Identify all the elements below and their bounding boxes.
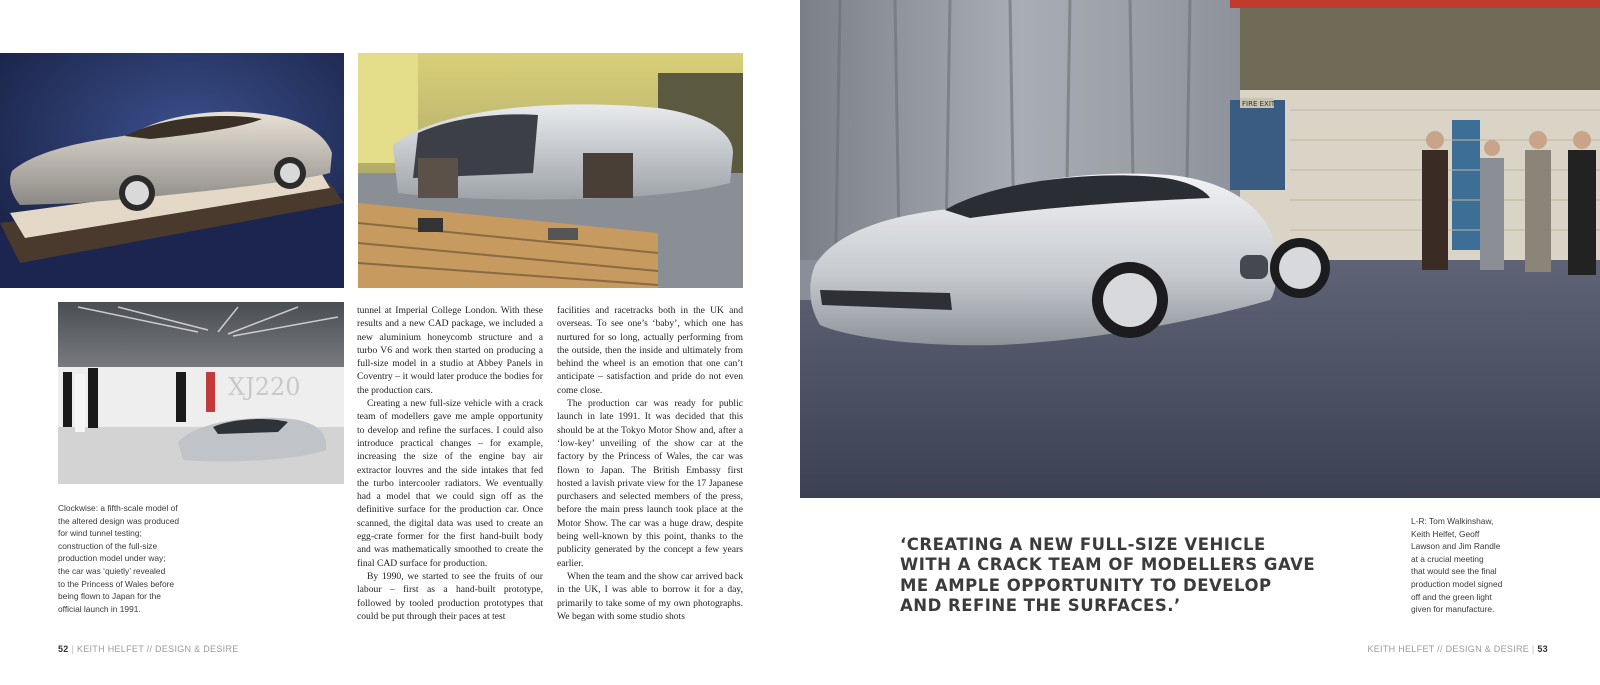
pull-quote-line: AND REFINE THE SURFACES.’ [900,596,1181,616]
caption-left-line: the altered design was produced [58,515,180,526]
caption-left-line: Clockwise: a fifth-scale model of [58,503,178,513]
photo-princess-reveal [58,302,344,484]
running-title: KEITH HELFET // DESIGN & DESIRE [76,644,239,654]
caption-left-line: production model under way; [58,553,166,564]
body-paragraph: By 1990, we started to see the fruits of our labour – first as a hand-built prototype, followed by tooled production prototypes that could be put through their paces at test [357,570,543,622]
body-paragraph: Creating a new full-size vehicle with a crack team of modellers gave me ample opportunity to develop and refine the surfaces. I could also introduce practical changes – for example, increasing the size of the engine bay air extractor louvres and the side intakes that fed the turbo intercooler radiators. We eventually had a model that we could sign off as the definitive surface for the production car. Once scanned, the digital data was used to create an egg-crate former for the first hand-built body and was mathematically smoothed to create the final CAD surface for production. [357,398,543,569]
caption-left-line: for wind tunnel testing; [58,528,142,539]
pull-quote-line: WITH A CRACK TEAM OF MODELLERS GAVE [900,555,1316,575]
caption-right-line: given for manufacture. [1411,604,1495,615]
photo-scale-model [0,53,344,288]
caption-left-line: construction of the full-size [58,540,158,551]
caption-right-line: production model signed [1411,578,1503,589]
photo-fullsize-construction [358,53,743,288]
caption-left-line: the car was ‘quietly’ revealed [58,565,166,576]
body-paragraph: facilities and racetracks both in the UK and overseas. To see one’s ‘baby’, which one has nurtured for so long, actually performing from the outside, then the inside and ultimately from behind the wheel is an emotion that one can’t anticipate – satisfaction and pride do not even come close. [557,305,743,396]
body-paragraph: tunnel at Imperial College London. With these results and a new CAD package, we included a new aluminium honeycomb structure and a turbo V6 and work then started on producing a full-size model in a studio at Abbey Panels in Coventry – it would later produce the bodies for the production cars. [357,305,543,396]
caption-right-line: that would see the final [1411,566,1497,577]
body-paragraph: When the team and the show car arrived back in the UK, I was able to borrow it for a day, primarily to take some of my own photographs. We began with some studio shots [557,570,743,622]
photo-team-with-car [800,0,1600,498]
caption-left [58,502,198,615]
page-number: 52 [58,644,69,654]
body-column-1 [357,304,543,623]
footer-right: KEITH HELFET // DESIGN & DESIRE | 53 [1367,644,1548,654]
body-paragraph: The production car was ready for public launch in late 1991. It was decided that this should be at the Tokyo Motor Show and, after a ‘low-key’ unveiling of the show car at the factory by the Princess of Wales, the car was flown to Japan. The British Embassy first hosted a lavish private view for the 17 Japanese purchasers and selected members of the press, before the main press launch took place at the Motor Show. The car was a huge draw, despite being well-known by this point, thanks to the publicity generated by the concept a few years earlier. [557,398,743,569]
caption-left-line: to the Princess of Wales before [58,578,175,589]
caption-right-line: Keith Helfet, Geoff [1411,528,1480,539]
caption-right-line: at a crucial meeting [1411,553,1484,564]
xj220-sign: XJ220 [228,373,301,401]
caption-left-line: official launch in 1991. [58,603,141,614]
caption-right-line: off and the green light [1411,591,1492,602]
body-column-2 [557,304,743,623]
caption-right-line: L-R: Tom Walkinshaw, [1411,516,1494,526]
pull-quote-line: ‘CREATING A NEW FULL-SIZE VEHICLE [900,535,1266,554]
running-title: KEITH HELFET // DESIGN & DESIRE [1367,644,1530,654]
page-number: 53 [1537,644,1548,654]
caption-right-line: Lawson and Jim Randle [1411,541,1501,552]
caption-right [1411,515,1561,616]
pull-quote-line: ME AMPLE OPPORTUNITY TO DEVELOP [900,575,1272,595]
caption-left-line: being flown to Japan for the [58,591,161,602]
fire-exit-sign: FIRE EXIT [1242,100,1276,108]
footer-left: 52 | KEITH HELFET // DESIGN & DESIRE [58,644,239,654]
pull-quote [900,535,1380,617]
